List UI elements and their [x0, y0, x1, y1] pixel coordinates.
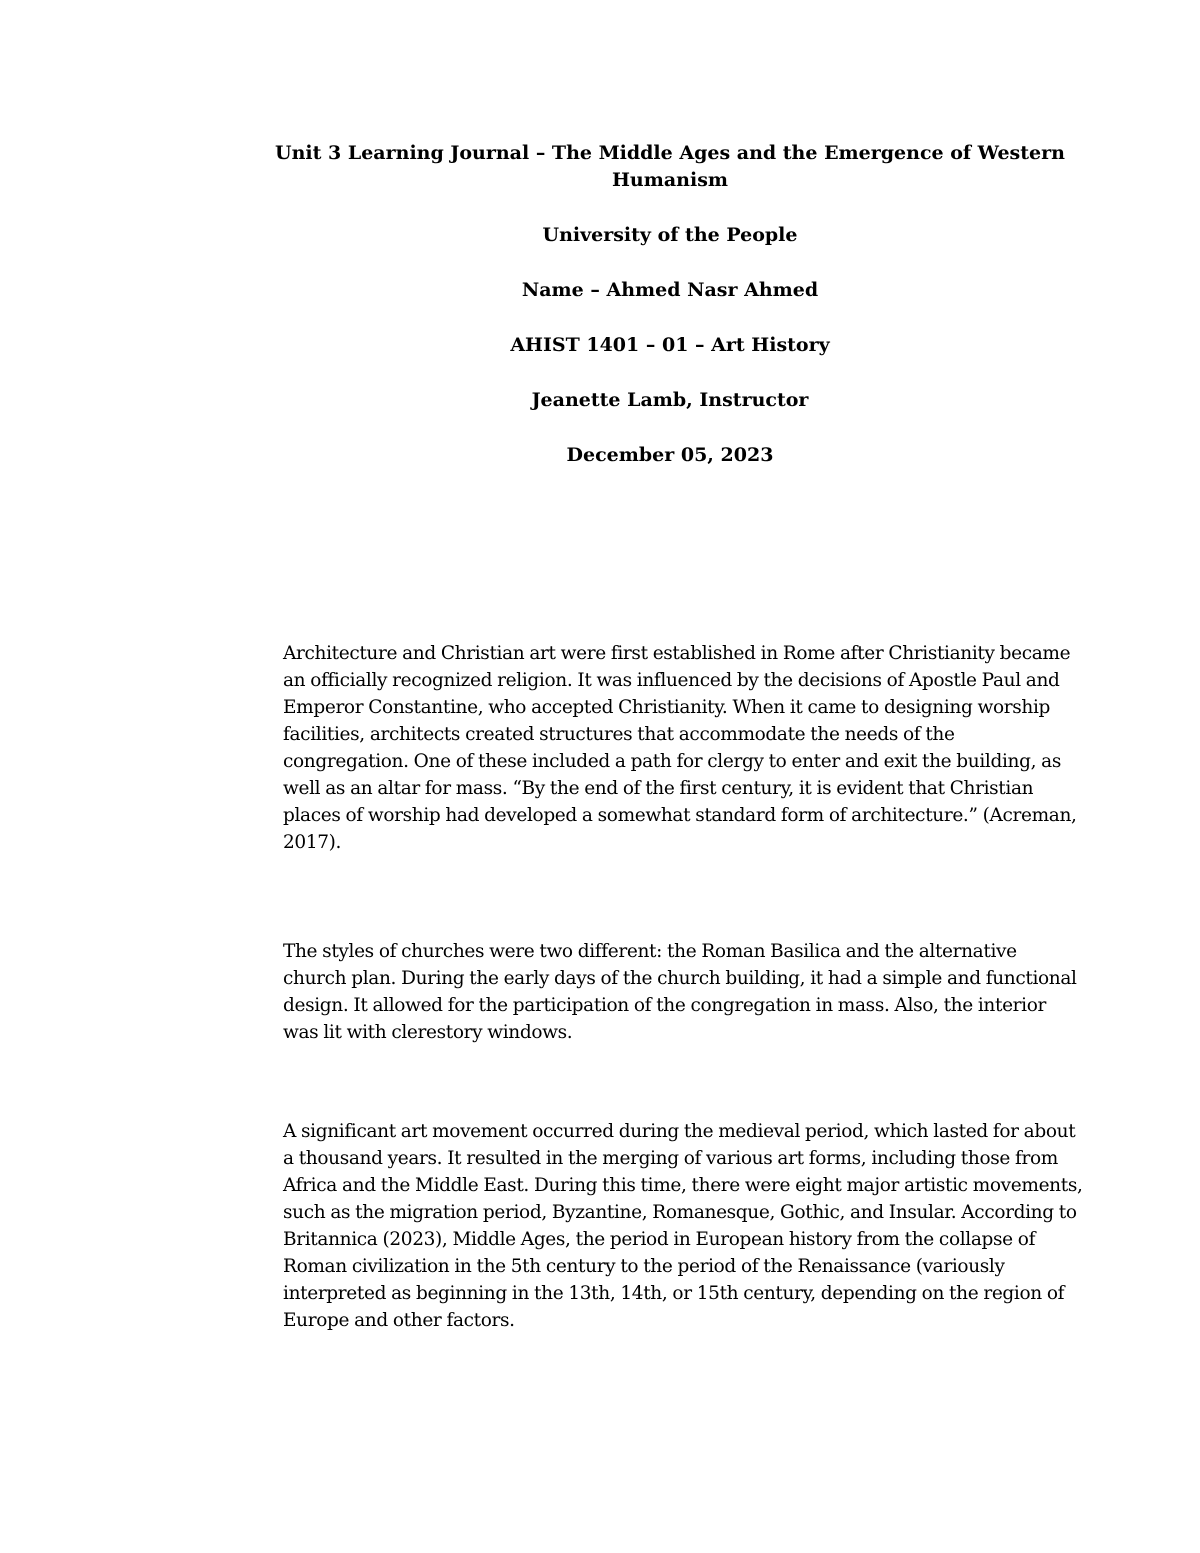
course-line: AHIST 1401 – 01 – Art History — [510, 334, 830, 356]
document-title: Unit 3 Learning Journal – The Middle Ages and the Emergence of Western Humanism — [275, 142, 1065, 191]
instructor-line: Jeanette Lamb, Instructor — [531, 389, 809, 411]
body-paragraph-1 — [283, 640, 1083, 856]
student-name-line: Name – Ahmed Nasr Ahmed — [521, 279, 819, 301]
institution-line: University of the People — [542, 224, 798, 246]
paragraph-text: A significant art movement occurred during the medieval period, which lasted for about a thousand years. It resulted in the merging of various art forms, including those from Africa and the Middle East. During this time, there were eight major artistic movements, such as the migration period, Byzantine, Romanesque, Gothic, and Insular. According to Britannica (2023), Middle Ages, the period in European history from the collapse of Roman civilization in the 5th century to the period of the Renaissance (variously interpreted as beginning in the 13th, 14th, or 15th century, depending on the region of Europe and other factors. — [283, 1121, 1083, 1331]
body-paragraph-3 — [283, 1118, 1083, 1334]
date-line: December 05, 2023 — [566, 444, 774, 466]
paragraph-text: Architecture and Christian art were first established in Rome after Christianity became an officially recognized religion. It was influenced by the decisions of Apostle Paul and Emperor Constantine, who accepted Christianity. When it came to designing worship facilities, architects created structures that accommodate the needs of the congregation. One of these included a path for clergy to enter and exit the building, as well as an altar for mass. “By the end of the first century, it is evident that Christian places of worship had developed a somewhat standard form of architecture.” (Acreman, 2017). — [283, 643, 1077, 853]
body-paragraph-2 — [283, 938, 1083, 1046]
title-block — [230, 140, 1110, 497]
paragraph-text: The styles of churches were two different: the Roman Basilica and the alternative church plan. During the early days of the church building, it had a simple and functional design. It allowed for the participation of the congregation in mass. Also, the interior was lit with clerestory windows. — [283, 941, 1077, 1043]
